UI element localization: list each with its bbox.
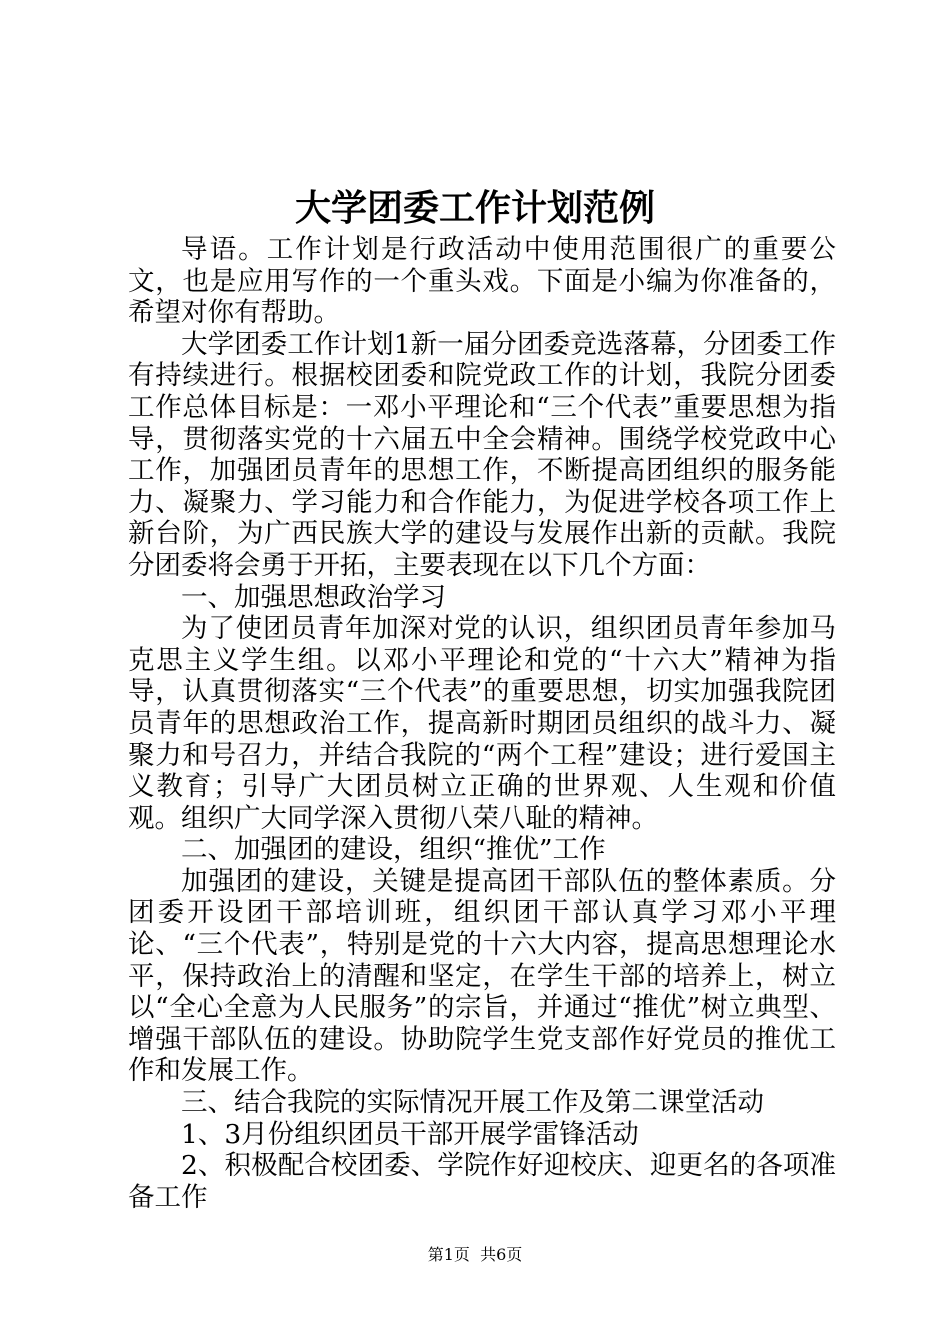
paragraph-section-1: 为了使团员青年加深对党的认识，组织团员青年参加马克思主义学生组。以邓小平理论和党的“十六大”精神为指导，认真贯彻落实“三个代表”的重要思想，切实加强我院团员青年的思想政治工作，提高新时期团员组织的战斗力、凝聚力和号召力，并结合我院的“两个工程”建设；进行爱国主义教育；引导广大团员树立正确的世界观、人生观和价值观。组织广大同学深入贯彻八荣八耻的精神。 [128,613,836,834]
page-number-total: 共6页 [480,1245,523,1264]
page-number-current: 第1页 [427,1245,470,1264]
list-item-1: 1、3月份组织团员干部开展学雷锋活动 [181,1118,639,1150]
paragraph-intro: 导语。工作计划是行政活动中使用范围很广的重要公文，也是应用写作的一个重头戏。下面是小编为你准备的，希望对你有帮助。 [128,234,836,329]
document-body [128,234,836,1213]
section-heading-3: 三、结合我院的实际情况开展工作及第二课堂活动 [181,1087,764,1119]
document-title: 大学团委工作计划范例 [294,188,655,229]
section-heading-2: 二、加强团的建设，组织“推优”工作 [181,834,606,866]
section-heading-1: 一、加强思想政治学习 [181,581,446,613]
list-item-2: 2、积极配合校团委、学院作好迎校庆、迎更名的各项准备工作 [128,1150,836,1213]
paragraph-section-2: 加强团的建设，关键是提高团干部队伍的整体素质。分团委开设团干部培训班，组织团干部认真学习邓小平理论、“三个代表”，特别是党的十六大内容，提高思想理论水平，保持政治上的清醒和坚定，在学生干部的培养上，树立以“全心全意为人民服务”的宗旨，并通过“推优”树立典型、增强干部队伍的建设。协助院学生党支部作好党员的推优工作和发展工作。 [128,865,836,1087]
paragraph-plan-overview: 大学团委工作计划1新一届分团委竞选落幕，分团委工作有持续进行。根据校团委和院党政工作的计划，我院分团委工作总体目标是：一邓小平理论和“三个代表”重要思想为指导，贯彻落实党的十六届五中全会精神。围绕学校党政中心工作，加强团员青年的思想工作，不断提高团组织的服务能力、凝聚力、学习能力和合作能力，为促进学校各项工作上新台阶，为广西民族大学的建设与发展作出新的贡献。我院分团委将会勇于开拓，主要表现在以下几个方面： [128,328,836,581]
page-footer [0,1244,950,1266]
